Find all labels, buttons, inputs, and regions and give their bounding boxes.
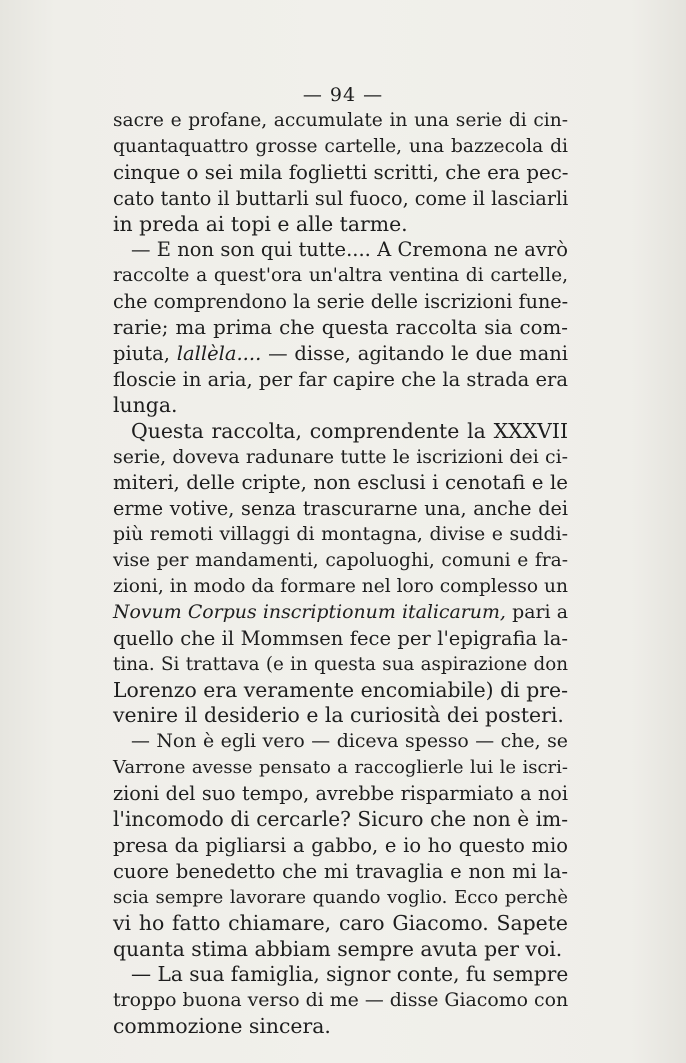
text-line: rarie; ma prima che questa raccolta sia com- xyxy=(113,316,568,340)
text-line: zioni, in modo da formare nel loro complesso un xyxy=(113,576,568,598)
text-line: Varrone avesse pensato a raccoglierle lui le iscri- xyxy=(113,757,568,779)
text-line: lunga. xyxy=(113,392,178,417)
text-line: — E non son qui tutte.... A Cremona ne avrò xyxy=(131,238,568,262)
text-line: presa da pigliarsi a gabbo, e io ho questo mio xyxy=(113,833,568,857)
text-line xyxy=(113,600,568,626)
italic-text: Novum Corpus inscriptionum italicarum, xyxy=(113,600,506,623)
text-line: venire il desiderio e la curiosità dei posteri. xyxy=(113,703,564,728)
text-line: tina. Si trattava (e in questa sua aspirazione don xyxy=(113,653,568,675)
text-line: quanta stima abbiam sempre avuta per voi. xyxy=(113,936,563,961)
text-line: miteri, delle cripte, non esclusi i cenotafi e le xyxy=(113,471,568,495)
text-line: — Non è egli vero — diceva spesso — che, se xyxy=(131,730,568,753)
text-line: Questa raccolta, comprendente la XXXVII xyxy=(131,418,568,443)
text-line: — La sua famiglia, signor conte, fu sempre xyxy=(131,962,569,987)
italic-text: lallèla.... xyxy=(176,342,262,366)
text-line: commozione sincera. xyxy=(113,1014,331,1039)
text-segment: pari a xyxy=(505,600,568,623)
text-line: raccolte a quest'ora un'altra ventina di cartelle, xyxy=(113,265,568,287)
text-line: floscie in aria, per far capire che la strada era xyxy=(113,367,568,391)
body-text xyxy=(113,108,568,1040)
text-line: l'incomodo di cercarle? Sicuro che non è im- xyxy=(113,807,568,832)
page-number: — 94 — xyxy=(302,84,384,106)
text-line: in preda ai topi e alle tarme. xyxy=(113,211,408,236)
text-line: Lorenzo era veramente encomiabile) di pre- xyxy=(113,677,568,702)
text-line: quantaquattro grosse cartelle, una bazzecola di xyxy=(113,135,568,157)
text-line: vise per mandamenti, capoluoghi, comuni e fra- xyxy=(113,550,568,572)
text-line: sacre e profane, accumulate in una serie di cin- xyxy=(113,110,568,131)
text-line: quello che il Mommsen fece per l'epigrafia la- xyxy=(113,626,568,650)
text-line: che comprendono la serie delle iscrizioni fune- xyxy=(113,290,569,314)
text-line: scia sempre lavorare quando voglio. Ecco perchè xyxy=(113,886,568,908)
text-segment: piuta, xyxy=(113,342,177,366)
text-segment: — disse, agitando le due mani xyxy=(261,342,568,366)
text-line: serie, doveva radunare tutte le iscrizioni dei ci- xyxy=(113,445,568,468)
text-line: erme votive, senza trascurarne una, anche dei xyxy=(113,497,568,521)
text-line xyxy=(113,341,568,367)
text-line: più remoti villaggi di montagna, divise e suddi- xyxy=(113,523,568,546)
text-line: cuore benedetto che mi travaglia e non mi la- xyxy=(113,859,568,883)
text-line: troppo buona verso di me — disse Giacomo con xyxy=(113,989,569,1012)
text-line: cinque o sei mila foglietti scritti, che era pec- xyxy=(113,160,569,184)
text-line: vi ho fatto chiamare, caro Giacomo. Sapete xyxy=(113,910,568,935)
text-line: cato tanto il buttarli sul fuoco, come il lasciarli xyxy=(113,186,569,210)
text-line: zioni del suo tempo, avrebbe risparmiato a noi xyxy=(113,782,568,806)
